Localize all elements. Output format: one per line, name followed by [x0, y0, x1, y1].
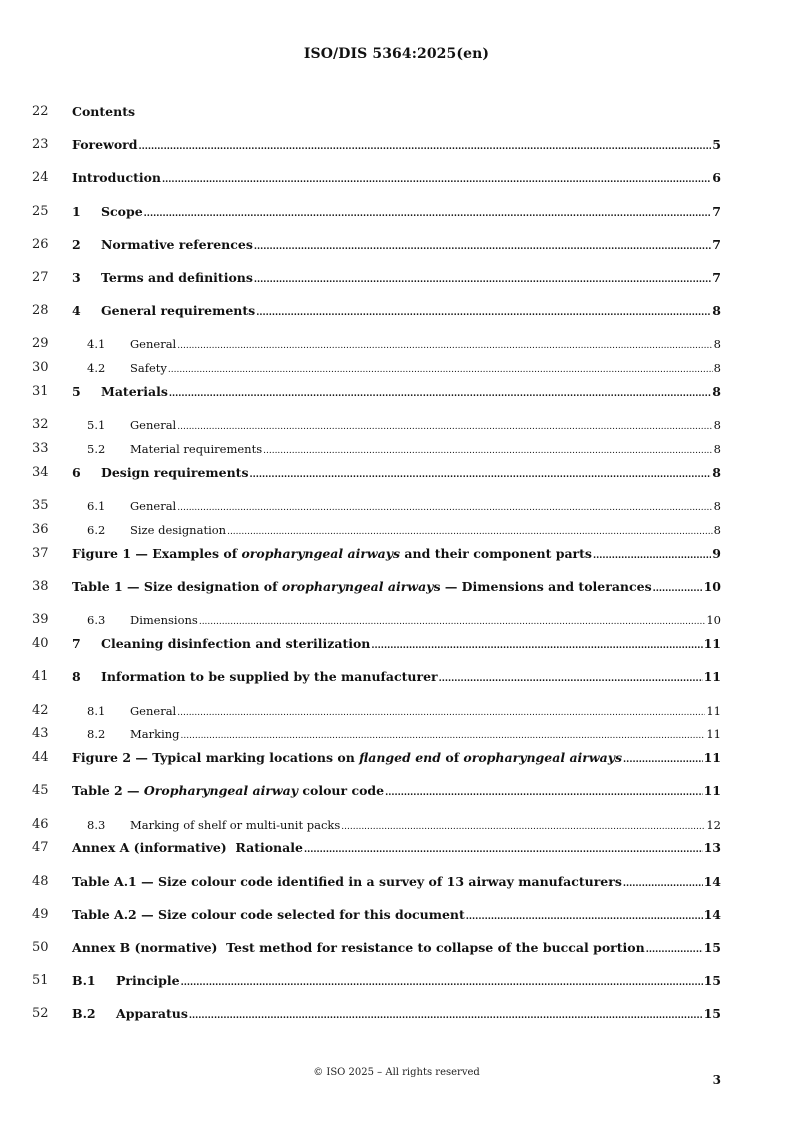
toc-entry[interactable] — [0, 359, 793, 377]
toc-entry[interactable] — [0, 839, 793, 857]
toc-entry[interactable] — [0, 578, 793, 596]
line-number: 50 — [32, 940, 49, 955]
toc-entry[interactable] — [0, 269, 793, 287]
toc-page: 12 — [706, 818, 721, 832]
toc-link[interactable]: 8.1 General ..... 11 — [87, 702, 721, 722]
line-number: 33 — [32, 441, 49, 456]
toc-entry[interactable] — [0, 464, 793, 482]
line-number: 34 — [32, 465, 49, 480]
line-number: 44 — [32, 750, 49, 765]
toc-page: 9 — [712, 546, 721, 561]
toc-link[interactable]: Table A.2 — Size colour code selected for this document ..... 14 — [72, 906, 721, 926]
toc-entry[interactable] — [0, 302, 793, 320]
line-number: 25 — [32, 204, 49, 219]
toc-link[interactable]: B.2 Apparatus ..... 15 — [72, 1005, 721, 1025]
toc-entry[interactable] — [0, 545, 793, 563]
toc-page: 13 — [703, 840, 721, 855]
toc-link[interactable]: 8.3 Marking of shelf or multi-unit packs ..... 12 — [87, 816, 721, 836]
line-number: 28 — [32, 303, 49, 318]
page-number: 3 — [712, 1073, 721, 1087]
toc-link[interactable]: Figure 2 — Typical marking locations on flanged end of oropharyngeal airways ..... 11 — [72, 749, 721, 769]
toc-entry[interactable] — [0, 521, 793, 539]
toc-page: 11 — [703, 750, 721, 765]
toc-page: 8 — [713, 337, 721, 351]
toc-page: 8 — [713, 442, 721, 456]
toc-page: 11 — [706, 727, 721, 741]
line-number: 41 — [32, 669, 49, 684]
line-number: 32 — [32, 417, 49, 432]
toc-link[interactable]: Table 1 — Size designation of oropharyngeal airways — Dimensions and tolerances ..... 10 — [72, 578, 721, 598]
toc-entry[interactable] — [0, 169, 793, 187]
toc-page: 8 — [713, 499, 721, 513]
toc-entry[interactable] — [0, 668, 793, 686]
line-number: 23 — [32, 137, 49, 152]
line-number: 24 — [32, 170, 49, 185]
toc-link[interactable]: 7 Cleaning disinfection and sterilization ..... 11 — [72, 635, 721, 655]
line-number: 35 — [32, 498, 49, 513]
line-number: 42 — [32, 703, 49, 718]
toc-entry[interactable] — [0, 497, 793, 515]
line-number: 46 — [32, 817, 49, 832]
toc-page: 15 — [703, 1006, 721, 1021]
toc-link[interactable]: Figure 1 — Examples of oropharyngeal airways and their component parts ..... 9 — [72, 545, 721, 565]
toc-page: 7 — [712, 237, 721, 252]
toc-page: 8 — [713, 418, 721, 432]
toc-page: 11 — [703, 636, 721, 651]
toc-link[interactable]: 5 Materials ..... 8 — [72, 383, 721, 403]
line-number: 29 — [32, 336, 49, 351]
toc-link[interactable]: 5.1 General ..... 8 — [87, 416, 721, 436]
toc-page: 7 — [712, 204, 721, 219]
toc-entry[interactable] — [0, 635, 793, 653]
toc-page: 15 — [703, 973, 721, 988]
toc-link[interactable]: 8 Information to be supplied by the manufacturer ..... 11 — [72, 668, 721, 688]
line-number: 49 — [32, 907, 49, 922]
toc-link[interactable]: Introduction ..... 6 — [72, 169, 721, 189]
line-number: 27 — [32, 270, 49, 285]
toc-link[interactable]: B.1 Principle ..... 15 — [72, 972, 721, 992]
toc-entry[interactable] — [0, 906, 793, 924]
line-number: 37 — [32, 546, 49, 561]
toc-entry[interactable] — [0, 416, 793, 434]
contents-heading-line — [0, 103, 793, 121]
page-header: ISO/DIS 5364:2025(en) — [303, 46, 490, 62]
toc-page: 8 — [712, 303, 721, 318]
line-number: 38 — [32, 579, 49, 594]
toc-link[interactable]: 2 Normative references ..... 7 — [72, 236, 721, 256]
toc-link[interactable]: 6 Design requirements ..... 8 — [72, 464, 721, 484]
line-number: 48 — [32, 874, 49, 889]
toc-link[interactable]: Annex A (informative) Rationale ..... 13 — [72, 839, 721, 859]
toc-page: 5 — [712, 137, 721, 152]
line-number: 47 — [32, 840, 49, 855]
line-number: 43 — [32, 726, 49, 741]
toc-page: 15 — [703, 940, 721, 955]
toc-entry[interactable] — [0, 702, 793, 720]
toc-page: 11 — [706, 704, 721, 718]
toc-page: 7 — [712, 270, 721, 285]
line-number: 51 — [32, 973, 49, 988]
toc-page: 10 — [706, 613, 721, 627]
contents-heading: Contents — [72, 104, 136, 119]
toc-link[interactable]: 8.2 Marking ..... 11 — [87, 725, 721, 745]
toc-link[interactable]: 5.2 Material requirements ..... 8 — [87, 440, 721, 460]
toc-entry[interactable] — [0, 203, 793, 221]
toc-entry[interactable] — [0, 749, 793, 767]
toc-link[interactable]: 6.1 General ..... 8 — [87, 497, 721, 517]
toc-entry[interactable] — [0, 236, 793, 254]
toc-page: 11 — [703, 669, 721, 684]
toc-page: 14 — [703, 907, 721, 922]
toc-page: 6 — [712, 170, 721, 185]
copyright-footer: © ISO 2025 – All rights reserved — [313, 1067, 480, 1078]
toc-entry[interactable] — [0, 873, 793, 891]
toc-entry[interactable] — [0, 816, 793, 834]
line-number: 45 — [32, 783, 49, 798]
toc-entry[interactable] — [0, 136, 793, 154]
toc-entry[interactable] — [0, 725, 793, 743]
line-number: 36 — [32, 522, 49, 537]
toc-entry[interactable] — [0, 782, 793, 800]
line-number: 26 — [32, 237, 49, 252]
toc-link[interactable]: 6.2 Size designation ..... 8 — [87, 521, 721, 541]
toc-link[interactable]: 4.1 General ..... 8 — [87, 335, 721, 355]
toc-link[interactable]: Table 2 — Oropharyngeal airway colour code ..... 11 — [72, 782, 721, 802]
line-number: 30 — [32, 360, 49, 375]
line-number: 39 — [32, 612, 49, 627]
toc-entry[interactable] — [0, 335, 793, 353]
toc-page: 14 — [703, 874, 721, 889]
toc-link[interactable]: 3 Terms and definitions ..... 7 — [72, 269, 721, 289]
toc-entry[interactable] — [0, 440, 793, 458]
toc-entry[interactable] — [0, 939, 793, 957]
toc-page: 10 — [703, 579, 721, 594]
toc-link[interactable]: Foreword ..... 5 — [72, 136, 721, 156]
toc-link[interactable]: Table A.1 — Size colour code identified in a survey of 13 airway manufacturers ..... 14 — [72, 873, 721, 893]
toc-page: 8 — [712, 465, 721, 480]
toc-entry[interactable] — [0, 611, 793, 629]
line-number: 40 — [32, 636, 49, 651]
line-number: 52 — [32, 1006, 49, 1021]
line-number: 22 — [32, 104, 49, 119]
toc-entry[interactable] — [0, 972, 793, 990]
toc-link[interactable]: Annex B (normative) Test method for resistance to collapse of the buccal portion ..... 15 — [72, 939, 721, 959]
toc-link[interactable]: 1 Scope ..... 7 — [72, 203, 721, 223]
toc-entry[interactable] — [0, 1005, 793, 1023]
toc-link[interactable]: 4 General requirements ..... 8 — [72, 302, 721, 322]
line-number: 31 — [32, 384, 49, 399]
toc-page: 8 — [713, 523, 721, 537]
toc-page: 8 — [712, 384, 721, 399]
toc-link[interactable]: 6.3 Dimensions ..... 10 — [87, 611, 721, 631]
toc-page: 11 — [703, 783, 721, 798]
toc-link[interactable]: 4.2 Safety ..... 8 — [87, 359, 721, 379]
toc-entry[interactable] — [0, 383, 793, 401]
toc-page: 8 — [713, 361, 721, 375]
